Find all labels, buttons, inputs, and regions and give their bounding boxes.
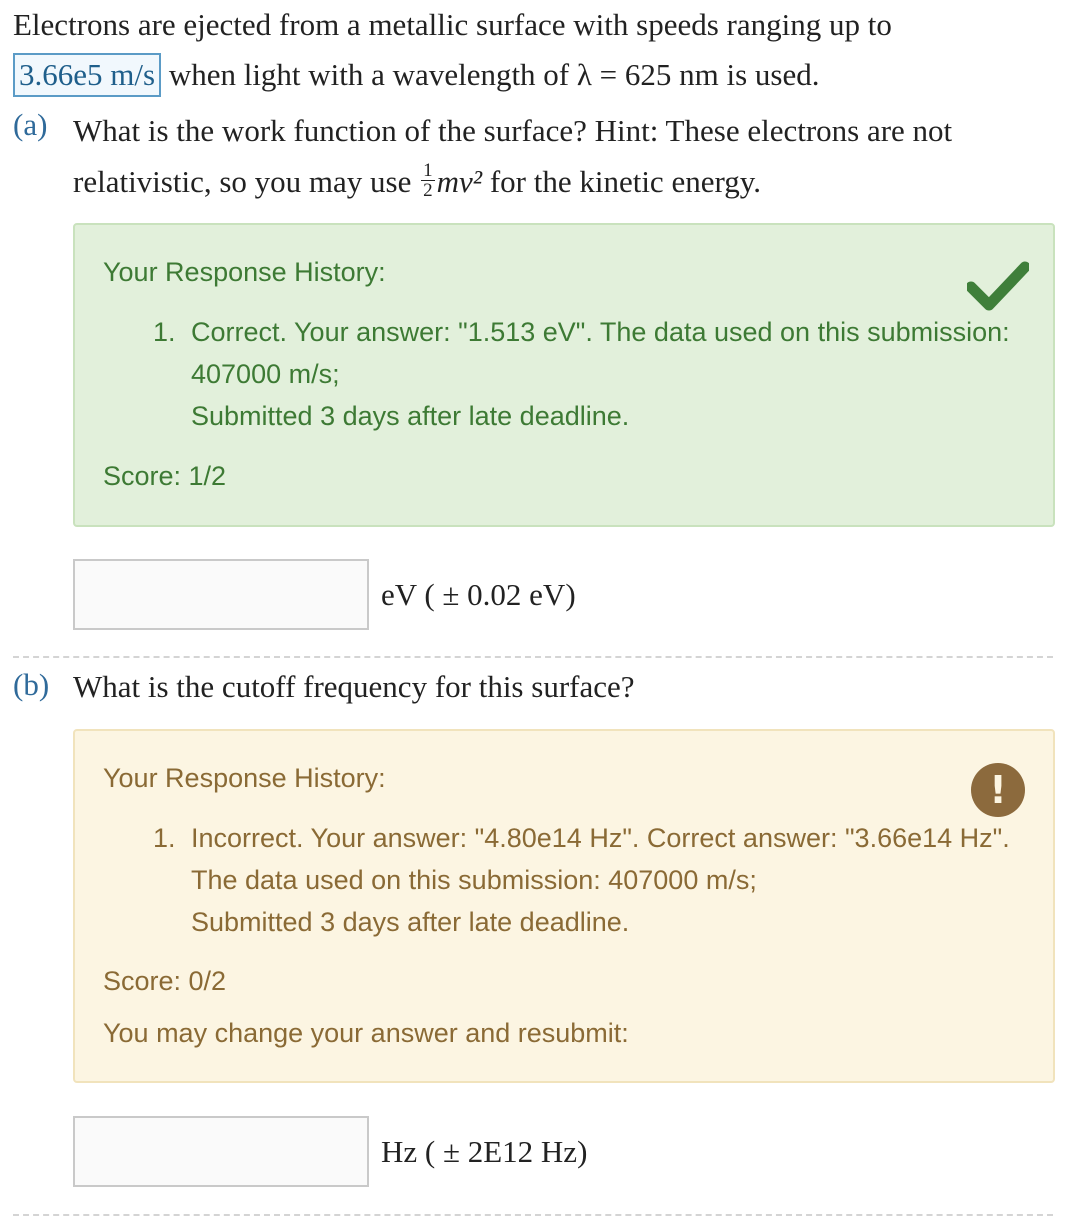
part-a-response-history [73,223,1055,527]
history-title: Your Response History: [103,763,386,793]
part-b-unit-tolerance: Hz ( ± 2E12 Hz) [381,1134,588,1169]
intro-text: Electrons are ejected from a metallic surface with speeds ranging up to [13,7,892,42]
part-a-unit-tolerance: eV ( ± 0.02 eV) [381,577,576,612]
part-b-question: What is the cutoff frequency for this surface? [73,669,635,704]
speed-data-value: 3.66e5 m/s [13,53,161,97]
history-entry [191,311,1011,437]
history-entry-text: Correct. Your answer: "1.513 eV". The data used on this submission: 407000 m/s; [191,317,1010,389]
kinetic-energy-formula: mv² [436,164,483,199]
part-a-score: Score: 1/2 [103,461,227,491]
part-b-score: Score: 0/2 [103,966,227,996]
part-b-answer-input[interactable] [73,1116,369,1187]
history-entry-number: 1. [153,317,176,347]
part-a-label: (a) [13,107,48,142]
exclamation-icon: ! [971,763,1025,817]
part-a-question [73,105,1053,207]
part-b-label: (b) [13,667,50,702]
part-b-response-history [73,729,1055,1083]
history-entry-submitted: Submitted 3 days after late deadline. [191,907,630,937]
history-entry-text: Incorrect. Your answer: "4.80e14 Hz". Correct answer: "3.66e14 Hz". The data used on this submission: 407000 m/s; [191,823,1010,895]
part-a-question-text: What is the work function of the surface? Hint: These electrons are not relativistic, so you may use [73,113,953,199]
part-a-question-end: for the kinetic energy. [482,164,761,199]
resubmit-note: You may change your answer and resubmit: [103,1018,629,1048]
part-divider-bottom [13,1214,1053,1216]
history-entry-number: 1. [153,823,176,853]
history-entry-submitted: Submitted 3 days after late deadline. [191,401,630,431]
part-a-answer-input[interactable] [73,559,369,630]
history-entry [191,817,1011,943]
history-title: Your Response History: [103,257,386,287]
intro-text-2: when light with a wavelength of λ = 625 nm is used. [161,57,820,92]
problem-statement [13,0,1073,100]
part-divider [13,656,1053,658]
fraction-denominator: 2 [423,180,433,202]
one-half-fraction [421,161,435,200]
checkmark-icon [967,259,1029,311]
fraction-numerator: 1 [423,160,433,182]
